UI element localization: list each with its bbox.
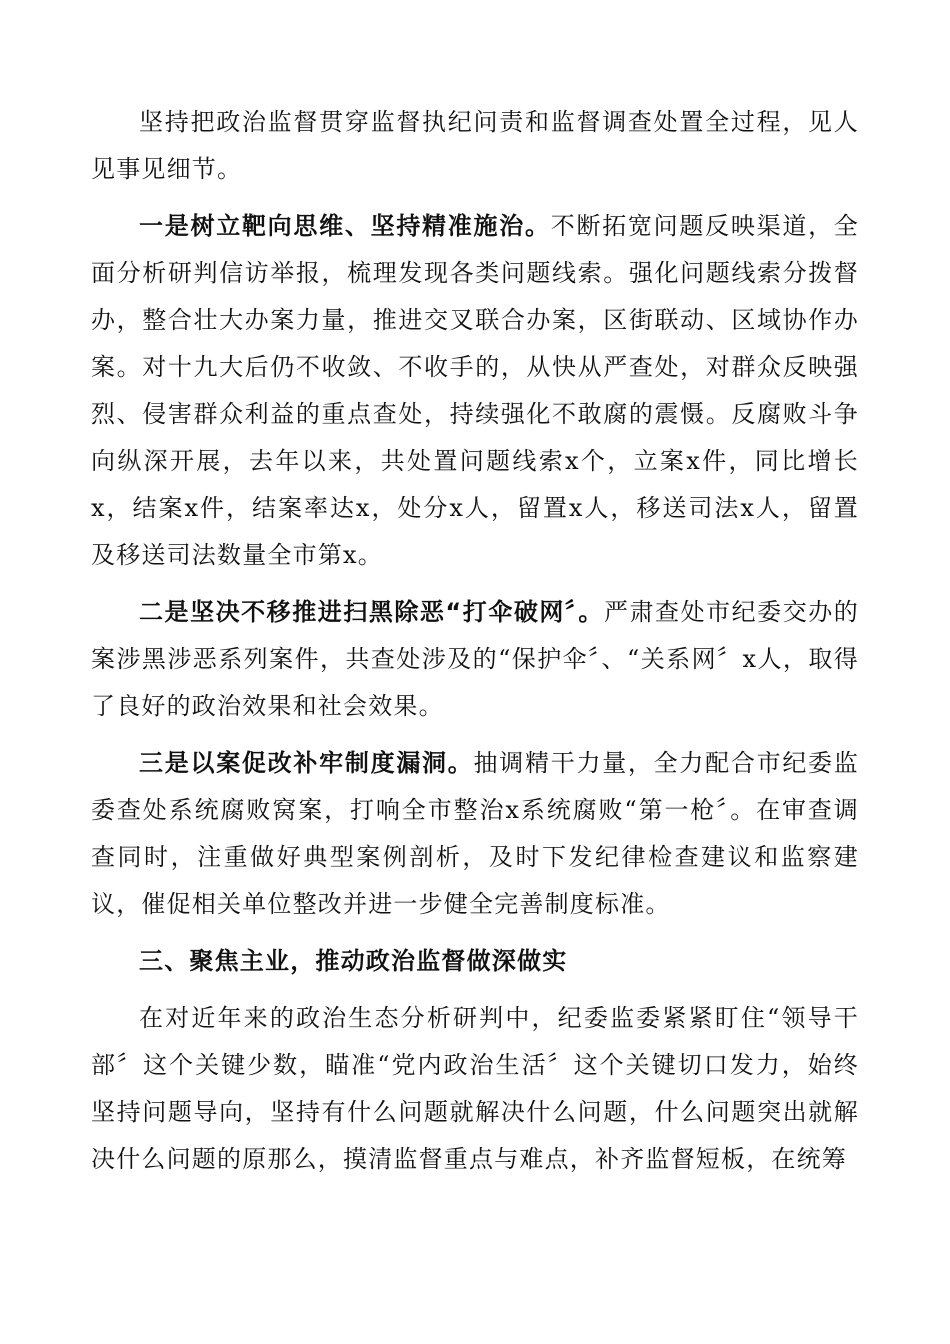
paragraph-point-one: [91, 203, 859, 579]
paragraph-closing: 在对近年来的政治生态分析研判中，纪委监委紧紧盯住“领导干部〞这个关键少数，瞄准“党内政治生活〞这个关键切口发力，始终坚持问题导向，坚持有什么问题就解决什么问题，什么问题突出就解决什么问题的原那么，摸清监督重点与难点，补齐监督短板，在统筹: [91, 1004, 859, 1173]
paragraph-point-two-lead: 二是坚决不移推进扫黑除恶“打伞破网〞。: [139, 598, 604, 626]
paragraph-point-two: [91, 589, 859, 730]
paragraph-point-one-text: 不断拓宽问题反映渠道，全面分析研判信访举报，梳理发现各类问题线索。强化问题线索分拨督办，整合壮大办案力量，推进交叉联合办案，区街联动、区域协作办案。对十九大后仍不收敛、不收手的，从快从严查处，对群众反映强烈、侵害群众利益的重点查处，持续强化不敢腐的震慑。反腐败斗争向纵深开展，去年以来，共处置问题线索x个，立案x件，同比增长x，结案x件，结案率达x，处分x人，留置x人，移送司法x人，留置及移送司法数量全市第x。: [91, 212, 859, 569]
paragraph-point-two-text: 严肃查处市纪委交办的案涉黑涉恶系列案件，共查处涉及的“保护伞〞、“关系网〞x人，取得了良好的政治效果和社会效果。: [91, 598, 859, 720]
paragraph-point-three-text: 抽调精干力量，全力配合市纪委监委查处系统腐败窝案，打响全市整治x系统腐败“第一枪〞。在审查调查同时，注重做好典型案例剖析，及时下发纪律检查建议和监察建议，催促相关单位整改并进一步健全完善制度标准。: [91, 749, 859, 918]
paragraph-point-three-lead: 三是以案促改补牢制度漏洞。: [139, 749, 474, 777]
document-body: [91, 99, 859, 1193]
paragraph-intro-text: 坚持把政治监督贯穿监督执纪问责和监督调查处置全过程，见人见事见细节。: [91, 108, 859, 183]
paragraph-point-three: [91, 740, 859, 928]
section-heading: 三、聚焦主业，推动政治监督做深做实: [139, 947, 568, 975]
paragraph-point-one-lead: 一是树立靶向思维、坚持精准施治。: [139, 212, 551, 240]
paragraph-intro: [91, 99, 859, 193]
